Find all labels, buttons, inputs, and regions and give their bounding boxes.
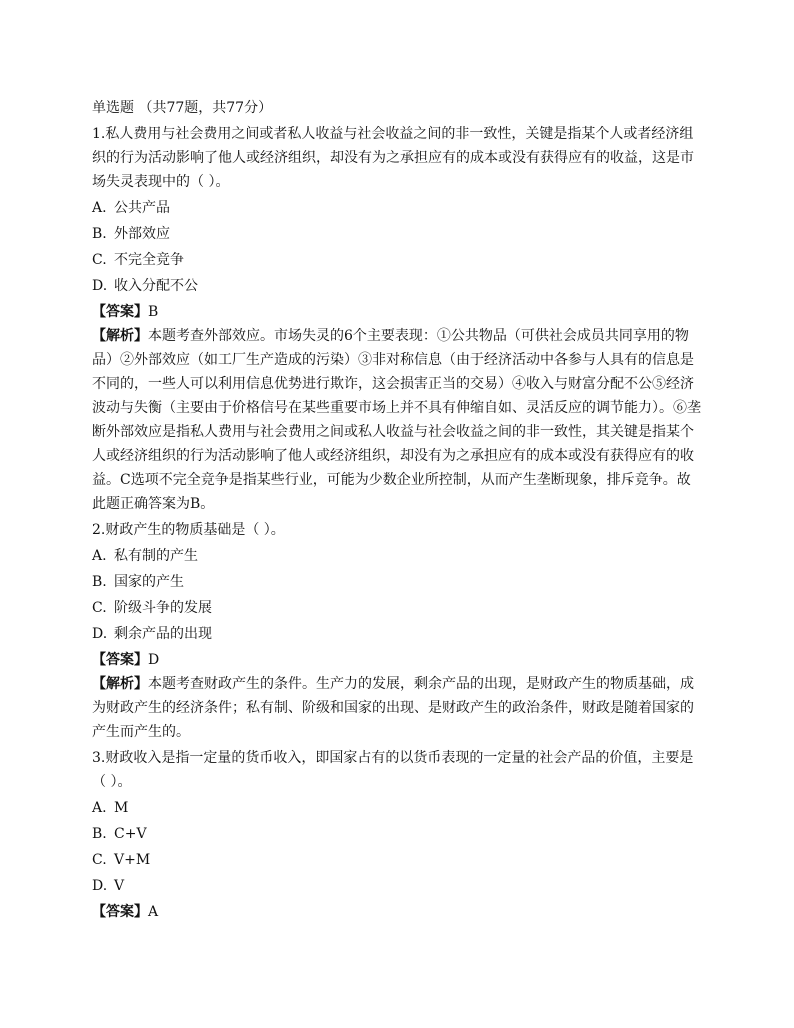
section-meta: （共77题，共77分） [138, 100, 273, 116]
question-text: 私人费用与社会费用之间或者私人收益与社会收益之间的非一致性，关键是指某个人或者经济组织的行为活动影响了他人或经济组织，却没有为之承担应有的成本或没有获得应有的收益，这是市场失灵表现中的（ ）。 [92, 126, 694, 190]
answer-label: 【答案】 [92, 652, 148, 668]
question-text: 财政收入是指一定量的货币收入，即国家占有的以货币表现的一定量的社会产品的价值，主要是（ ）。 [92, 750, 694, 790]
option-letter: B. [92, 574, 107, 590]
option-a [92, 196, 704, 220]
option-a [92, 544, 704, 568]
question-2 [92, 518, 704, 744]
option-text: 收入分配不公 [114, 278, 198, 294]
analysis-text: 本题考查财政产生的条件。生产力的发展，剩余产品的出现，是财政产生的物质基础，成为财政产生的经济条件；私有制、阶级和国家的出现、是财政产生的政治条件，财政是随着国家的产生而产生的。 [92, 676, 694, 740]
option-a [92, 796, 704, 820]
option-b [92, 222, 704, 246]
option-text: 私有制的产生 [114, 548, 198, 564]
option-d [92, 274, 704, 298]
option-b [92, 570, 704, 594]
option-b [92, 822, 704, 846]
answer-line [92, 648, 704, 672]
option-text: 国家的产生 [114, 574, 184, 590]
analysis-text: 本题考查外部效应。市场失灵的6个主要表现：①公共物品（可供社会成员共同享用的物品）②外部效应（如工厂生产造成的污染）③非对称信息（由于经济活动中各参与人具有的信息是不同的，一些人可以利用信息优势进行欺诈，这会损害正当的交易）④收入与财富分配不公⑤经济波动与失衡（主要由于价格信号在某些重要市场上并不具有伸缩自如、灵活反应的调节能力）。⑥垄断外部效应是指私人费用与社会费用之间或私人收益与社会收益之间的非一致性，其关键是指某个人或经济组织的行为活动影响了他人或经济组织，却没有为之承担应有的成本或没有获得应有的收益。C选项不完全竞争是指某些行业，可能为少数企业所控制，从而产生垄断现象，排斥竞争。故此题正确答案为B。 [92, 328, 701, 512]
analysis-block [92, 672, 704, 744]
option-text: 阶级斗争的发展 [114, 600, 212, 616]
option-letter: B. [92, 826, 107, 842]
question-text: 财政产生的物质基础是（ ）。 [105, 522, 285, 538]
question-stem [92, 122, 704, 194]
answer-label: 【答案】 [92, 304, 148, 320]
question-number: 2. [92, 522, 106, 538]
option-letter: A. [92, 548, 107, 564]
answer-value: A [148, 904, 159, 920]
option-letter: C. [92, 852, 107, 868]
option-letter: A. [92, 800, 107, 816]
option-c [92, 848, 704, 872]
option-text: 外部效应 [114, 226, 170, 242]
section-title: 单选题 [92, 100, 134, 116]
option-letter: D. [92, 878, 108, 894]
exam-page [92, 96, 704, 924]
question-number: 3. [92, 750, 106, 766]
option-text: V [114, 878, 125, 894]
option-letter: D. [92, 626, 108, 642]
option-text: 公共产品 [114, 200, 170, 216]
option-letter: B. [92, 226, 107, 242]
option-text: M [114, 800, 129, 816]
answer-line [92, 300, 704, 324]
question-stem [92, 518, 704, 542]
option-text: C+V [114, 826, 147, 842]
option-letter: C. [92, 252, 107, 268]
analysis-label: 【解析】 [92, 676, 148, 692]
option-d [92, 874, 704, 898]
analysis-label: 【解析】 [92, 328, 148, 344]
option-c [92, 248, 704, 272]
answer-value: B [148, 304, 159, 320]
question-1 [92, 122, 704, 516]
option-text: 不完全竞争 [114, 252, 184, 268]
question-number: 1. [92, 126, 106, 142]
section-header [92, 96, 704, 120]
analysis-block [92, 324, 704, 516]
answer-value: D [148, 652, 160, 668]
option-letter: D. [92, 278, 108, 294]
answer-line [92, 900, 704, 924]
option-letter: A. [92, 200, 107, 216]
answer-label: 【答案】 [92, 904, 148, 920]
question-stem [92, 746, 704, 794]
option-letter: C. [92, 600, 107, 616]
option-d [92, 622, 704, 646]
option-text: V+M [114, 852, 151, 868]
option-c [92, 596, 704, 620]
option-text: 剩余产品的出现 [114, 626, 212, 642]
question-3 [92, 746, 704, 924]
